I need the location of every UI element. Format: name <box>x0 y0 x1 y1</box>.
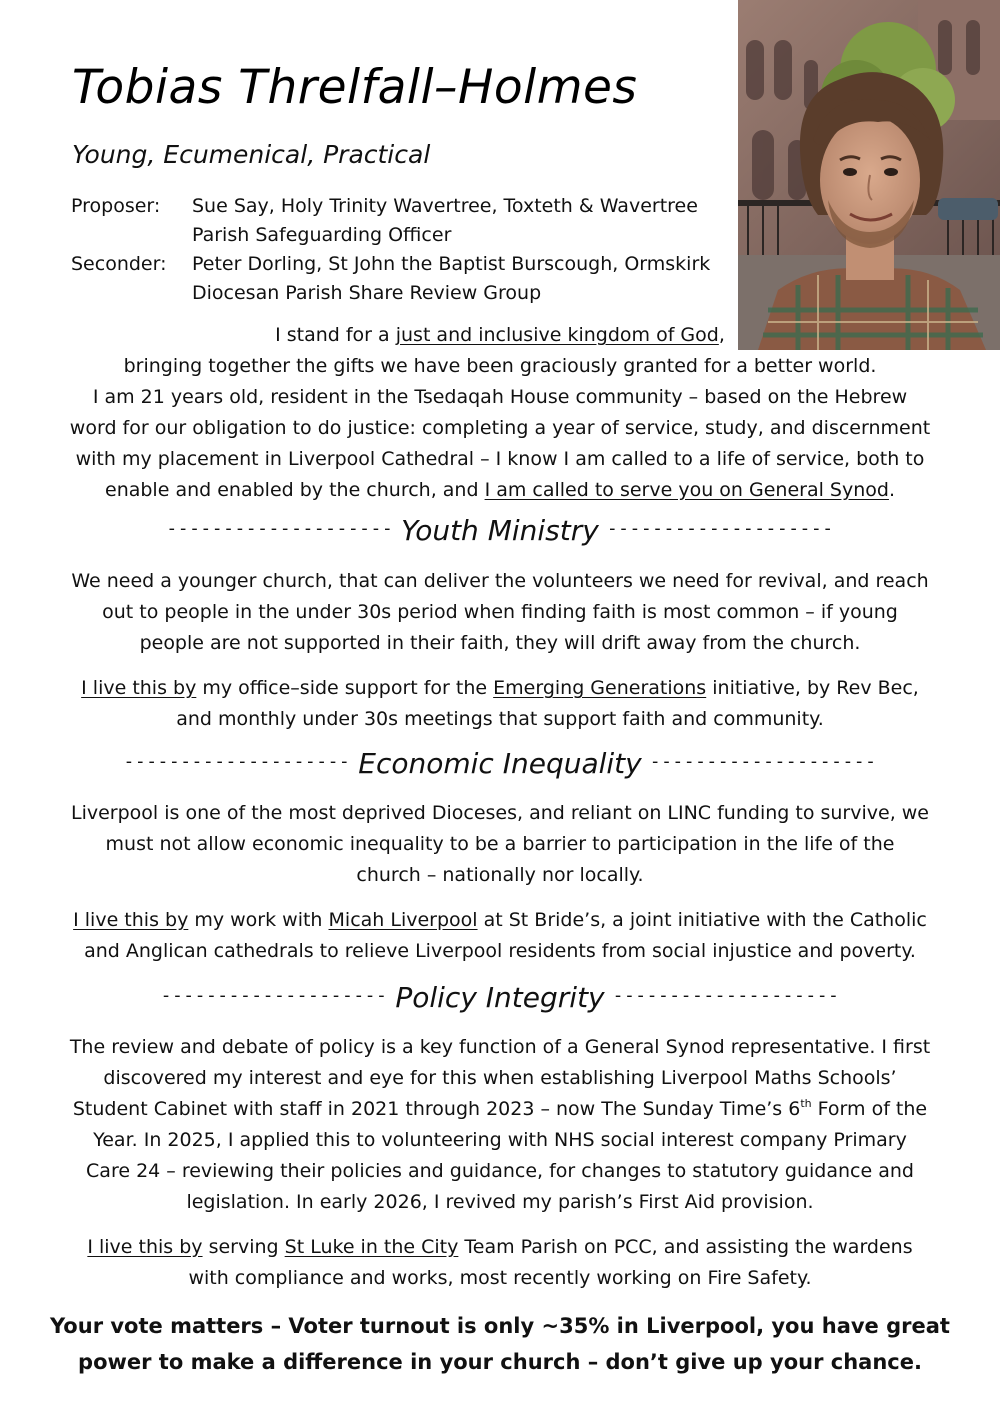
heading-rule-right: -------------------- <box>649 751 877 772</box>
intro-line <box>50 320 950 351</box>
heading-rule-left: -------------------- <box>166 518 394 539</box>
heading-youth-ministry <box>50 514 950 547</box>
paragraph-text: serving <box>202 1236 285 1258</box>
intro-line: I am 21 years old, resident in the Tsedaqah House community – based on the Hebrew <box>92 386 908 408</box>
ordinal-suffix: th <box>800 1097 812 1110</box>
paragraph-line <box>50 673 950 704</box>
paragraph-line: people are not supported in their faith, they will drift away from the church. <box>139 632 861 654</box>
paragraph-line: We need a younger church, that can deliver the volunteers we need for revival, and reach <box>71 570 929 592</box>
closing-statement <box>40 1308 960 1380</box>
heading-economic-inequality <box>50 747 950 780</box>
heading-rule-right: -------------------- <box>606 518 834 539</box>
live-this-by-phrase: I live this by <box>87 1236 203 1258</box>
heading-title: Policy Integrity <box>395 981 605 1014</box>
seconder-line-1: Peter Dorling, St John the Baptist Burscough, Ormskirk <box>192 253 711 275</box>
paragraph-line: with compliance and works, most recently working on Fire Safety. <box>188 1267 812 1289</box>
closing-line: power to make a difference in your church – don’t give up your chance. <box>78 1350 922 1374</box>
st-luke-phrase: St Luke in the City <box>284 1236 459 1258</box>
candidate-name: Tobias Threlfall–Holmes <box>72 60 638 115</box>
paragraph-line <box>50 905 950 936</box>
economic-paragraph-1 <box>50 798 950 891</box>
nominators <box>71 192 710 308</box>
intro-line <box>50 475 950 506</box>
proposer-label: Proposer: <box>71 195 161 217</box>
intro-text: I stand for a <box>275 324 396 346</box>
proposer-line-2: Parish Safeguarding Officer <box>192 224 452 246</box>
paragraph-line <box>50 1232 950 1263</box>
paragraph-line: The review and debate of policy is a key function of a General Synod representative. I first <box>69 1036 931 1058</box>
paragraph-line: and monthly under 30s meetings that support faith and community. <box>176 708 824 730</box>
live-this-by-phrase: I live this by <box>73 909 189 931</box>
economic-paragraph-2 <box>50 905 950 967</box>
paragraph-line: Care 24 – reviewing their policies and guidance, for changes to statutory guidance and <box>86 1160 914 1182</box>
emerging-generations-phrase: Emerging Generations <box>493 677 707 699</box>
called-to-serve-phrase: I am called to serve you on General Synod <box>484 479 889 501</box>
proposer-line-1: Sue Say, Holy Trinity Wavertree, Toxteth & Wavertree <box>192 195 698 217</box>
proposer-row <box>71 192 710 250</box>
candidate-tagline: Young, Ecumenical, Practical <box>72 140 431 169</box>
heading-title: Youth Ministry <box>401 514 599 547</box>
paragraph-text: Student Cabinet with staff in 2021 through 2023 – now The Sunday Time’s 6 <box>72 1098 801 1120</box>
youth-paragraph-1 <box>50 566 950 659</box>
youth-paragraph-2 <box>50 673 950 735</box>
paragraph-line: and Anglican cathedrals to relieve Liverpool residents from social injustice and poverty. <box>84 940 916 962</box>
paragraph-line: must not allow economic inequality to be a barrier to participation in the life of the <box>105 833 895 855</box>
paragraph-line: church – nationally nor locally. <box>356 864 644 886</box>
paragraph-text: my office–side support for the <box>196 677 494 699</box>
heading-title: Economic Inequality <box>358 747 642 780</box>
heading-rule-right: -------------------- <box>612 985 840 1006</box>
heading-rule-left: -------------------- <box>123 751 351 772</box>
paragraph-text: my work with <box>188 909 329 931</box>
paragraph-line: Year. In 2025, I applied this to volunteering with NHS social interest company Primary <box>93 1129 907 1151</box>
paragraph-line: Liverpool is one of the most deprived Dioceses, and reliant on LINC funding to survive, we <box>70 802 929 824</box>
policy-paragraph-1 <box>50 1032 950 1218</box>
seconder-label: Seconder: <box>71 253 167 275</box>
closing-line: Your vote matters – Voter turnout is only ~35% in Liverpool, you have great <box>50 1314 950 1338</box>
paragraph-line: out to people in the under 30s period when finding faith is most common – if young <box>102 601 898 623</box>
live-this-by-phrase: I live this by <box>81 677 197 699</box>
paragraph-text: Form of the <box>811 1098 928 1120</box>
seconder-line-2: Diocesan Parish Share Review Group <box>192 282 542 304</box>
paragraph-text: initiative, by Rev Bec, <box>706 677 919 699</box>
intro-text: , <box>718 324 725 346</box>
just-kingdom-phrase: just and inclusive kingdom of God <box>395 324 719 346</box>
intro-text: enable and enabled by the church, and <box>105 479 485 501</box>
paragraph-line: legislation. In early 2026, I revived my parish’s First Aid provision. <box>186 1191 814 1213</box>
seconder-row <box>71 250 710 308</box>
intro-line: word for our obligation to do justice: completing a year of service, study, and discernment <box>69 417 931 439</box>
micah-liverpool-phrase: Micah Liverpool <box>328 909 478 931</box>
intro-line: bringing together the gifts we have been graciously granted for a better world. <box>123 355 877 377</box>
intro-text: . <box>888 479 895 501</box>
paragraph-line: discovered my interest and eye for this when establishing Liverpool Maths Schools’ <box>103 1067 897 1089</box>
heading-policy-integrity <box>50 981 950 1014</box>
candidate-photo <box>738 0 1000 350</box>
paragraph-line <box>50 1094 950 1125</box>
paragraph-text: at St Bride’s, a joint initiative with the Catholic <box>477 909 927 931</box>
policy-paragraph-2 <box>50 1232 950 1294</box>
heading-rule-left: -------------------- <box>160 985 388 1006</box>
paragraph-text: Team Parish on PCC, and assisting the wardens <box>458 1236 913 1258</box>
intro-line: with my placement in Liverpool Cathedral – I know I am called to a life of service, both to <box>75 448 925 470</box>
intro-paragraph <box>50 320 950 506</box>
